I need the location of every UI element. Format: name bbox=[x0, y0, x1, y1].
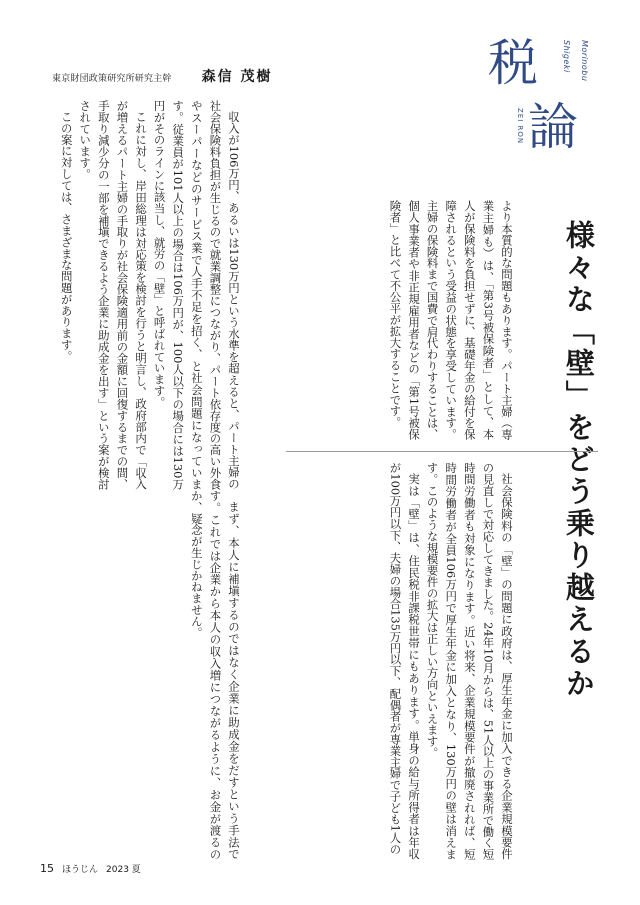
paragraph: 収入が106万円、あるいは130万円という水準を超えると、パート主婦の社会保険料負担が生じるので就業調整につながり、パート依存度の高い外食やスーパーなどのサービス業で人手不足を招く、と社会問題になっています。従業員が101人以上の場合は106万円が、100人以下の場合には130万円がそのラインに該当し、就労の「壁」と呼ばれています。 bbox=[152, 100, 241, 490]
page-number: 15 bbox=[40, 862, 54, 875]
body-column-left-upper bbox=[57, 100, 243, 490]
body-column-right-lower bbox=[286, 462, 516, 860]
logo-kanji-zei: 税 bbox=[488, 34, 538, 92]
paragraph: 実は「壁」は、住民税非課税世帯にもあります。単身の給与所得者は年収が100万円以下、夫婦の場合135万円以下、配偶者が専業主婦で子ども1人の bbox=[388, 462, 422, 860]
issue-label: 2023 夏 bbox=[106, 865, 141, 875]
logo-romaji-family-name: Morinobu bbox=[580, 40, 589, 82]
author-block bbox=[52, 66, 272, 86]
logo-romaji-given-name: Shigeki bbox=[562, 40, 571, 73]
body-column-right-upper bbox=[286, 200, 516, 440]
author-name: 森信 茂樹 bbox=[201, 69, 273, 85]
column-logo bbox=[488, 34, 608, 178]
body-column-left-lower bbox=[57, 490, 243, 860]
paragraph: より本質的な問題もあります。パート主婦（専業主婦も）は、「第3号被保険者」として、本人が保険料を負担せずに、基礎年金の給付を保障されるという受益の状態を享受しています。主婦の保険料まで国費で肩代わりすることは、個人事業者や非正規雇用者などの「第1号被保険者」と比べて不公平が拡大することです。 bbox=[388, 200, 514, 440]
paragraph: 社会保険料の「壁」の問題に政府は、厚生年金に加入できる企業規模要件の見直しで対応してきました。24年10月からは、51人以上の事業所で働く短時間労働者も対象になります。近い将来、企業規模要件が撤廃されれば、短時間労働者が全員106万円で厚生年金に加入となり、130万円の壁は消えます。このような規模要件の拡大は正しい方向といえます。 bbox=[425, 462, 514, 860]
author-affiliation: 東京財団政策研究所研究主幹 bbox=[52, 74, 172, 84]
section-divider bbox=[286, 451, 598, 452]
logo-romaji-title: ZEI RON bbox=[516, 108, 524, 145]
logo-kanji-ron: 論 bbox=[528, 98, 578, 156]
article-headline: 様々な「壁」をどう乗り越えるか bbox=[561, 220, 596, 700]
paragraph: まず、本人に補塡するのではなく企業に助成金をだすという手法です。これでは企業から本人の収入増につながるように、お金が渡るのか、疑念が生じかねません。 bbox=[189, 490, 241, 860]
paragraph: この案に対しては、さまざまな問題があります。 bbox=[59, 111, 74, 363]
magazine-name: ほうじん bbox=[62, 865, 99, 875]
page-footer bbox=[40, 862, 141, 875]
paragraph: これに対し、岸田総理は対応策を検討を行うと明言し、政府部内で「収入が増えるパート主婦の手取りが社会保険適用前の金額に回復するまでの間、手取り減少分の一部を補塡できるよう企業に助成金を出す」という案が検討されています。 bbox=[78, 100, 149, 490]
